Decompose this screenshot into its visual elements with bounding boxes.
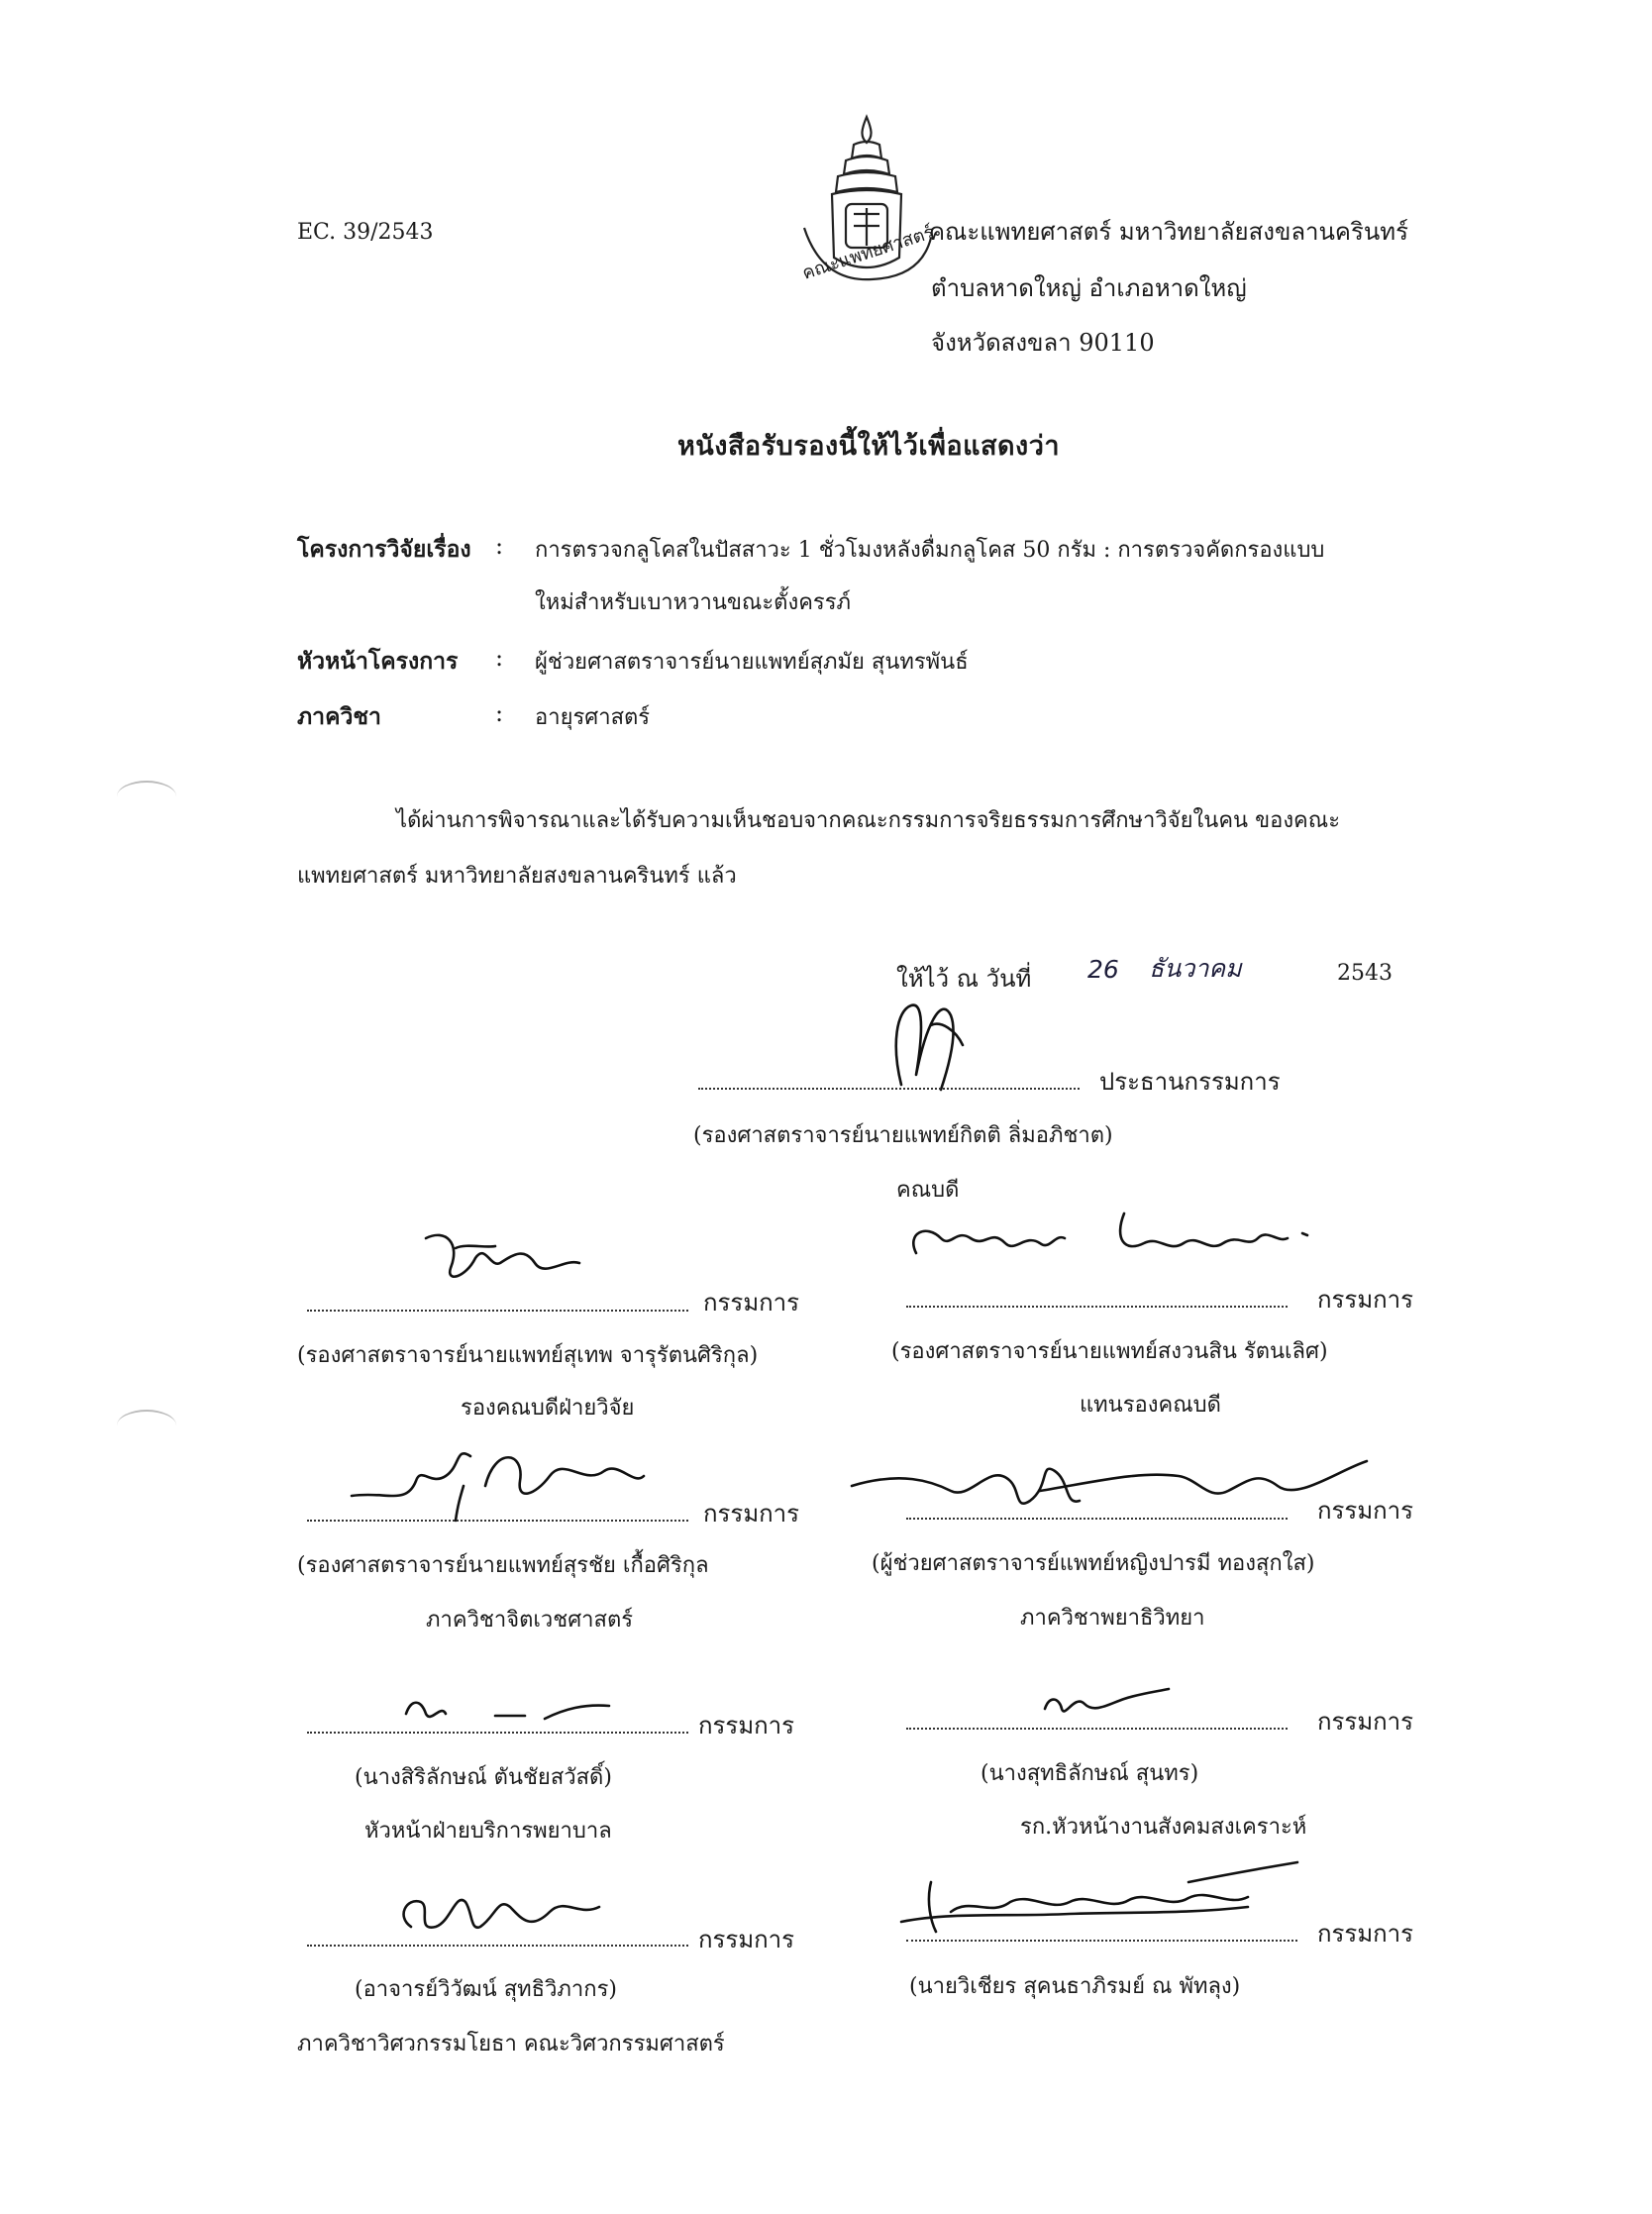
signature-line (307, 1520, 688, 1522)
member-signature (891, 1852, 1307, 1942)
signature-line (307, 1732, 688, 1734)
field-colon: : (495, 644, 504, 672)
member-role: กรรมการ (698, 1926, 795, 1953)
member-signature (896, 1194, 1332, 1283)
member-name: (รองศาสตราจารย์นายแพทย์สุเทพ จารุรัตนศิริกุล) (297, 1343, 759, 1368)
chair-position: คณบดี (896, 1178, 960, 1203)
signature-line (906, 1518, 1288, 1520)
chair-signature (872, 986, 990, 1095)
certificate-title: หนังสือรับรองนี้ให้ไว้เพื่อแสดงว่า (677, 431, 1061, 462)
member-role: กรรมการ (703, 1500, 800, 1528)
seal-text: คณะแพทยศาสตร์ (799, 222, 937, 284)
org-address-line-2: ตำบลหาดใหญ่ อำเภอหาดใหญ่ (931, 274, 1247, 302)
project-label: โครงการวิจัยเรื่อง (297, 536, 471, 563)
date-year: 2543 (1337, 961, 1393, 986)
member-role: กรรมการ (1317, 1497, 1414, 1525)
member-name: (รองศาสตราจารย์นายแพทย์สงวนสิน รัตนเลิศ) (891, 1339, 1328, 1364)
member-position: รก.หัวหน้างานสังคมสงเคราะห์ (1020, 1815, 1307, 1840)
signature-line (906, 1728, 1288, 1730)
org-address-line-1: คณะแพทยศาสตร์ มหาวิทยาลัยสงขลานครินทร์ (929, 218, 1408, 246)
member-name: (อาจารย์วิวัฒน์ สุทธิวิภากร) (355, 1977, 617, 2002)
member-position: ภาควิชาวิศวกรรมโยธา คณะวิศวกรรมศาสตร์ (297, 2032, 725, 2056)
chair-name: (รองศาสตราจารย์นายแพทย์กิตติ ลิ่มอภิชาต) (693, 1123, 1113, 1148)
signature-line (307, 1310, 688, 1312)
chair-role: ประธานกรรมการ (1099, 1068, 1281, 1096)
member-position: รองคณบดีฝ่ายวิจัย (461, 1396, 635, 1421)
member-signature (386, 1684, 624, 1734)
field-colon: : (495, 532, 504, 560)
signature-line (307, 1945, 688, 1947)
member-position: ภาควิชาพยาธิวิทยา (1020, 1606, 1205, 1631)
reference-number: EC. 39/2543 (297, 220, 434, 245)
member-name: (นายวิเชียร สุคนธาภิรมย์ ณ พัทลุง) (909, 1974, 1241, 1999)
member-position: หัวหน้าฝ่ายบริการพยาบาล (364, 1819, 612, 1844)
member-role: กรรมการ (1317, 1286, 1414, 1314)
project-head-label: หัวหน้าโครงการ (297, 648, 459, 675)
department-value: อายุรศาสตร์ (535, 705, 651, 730)
member-role: กรรมการ (703, 1289, 800, 1317)
member-name: (นางสิริลักษณ์ ตันชัยสวัสดิ์) (355, 1765, 612, 1790)
department-label: ภาควิชา (297, 703, 381, 730)
signature-line (906, 1940, 1297, 1942)
date-month-handwritten: ธันวาคม (1149, 954, 1242, 983)
date-prefix: ให้ไว้ ณ วันที่ (896, 965, 1032, 993)
punch-hole-mark (117, 1410, 176, 1441)
member-role: กรรมการ (698, 1712, 795, 1740)
approval-statement-line-2: แพทยศาสตร์ มหาวิทยาลัยสงขลานครินทร์ แล้ว (297, 864, 737, 889)
member-name: (รองศาสตราจารย์นายแพทย์สุรชัย เกื้อศิริกุล (297, 1553, 709, 1578)
member-signature (1030, 1674, 1179, 1724)
member-signature (842, 1441, 1377, 1540)
project-head-value: ผู้ช่วยศาสตราจารย์นายแพทย์สุภมัย สุนทรพันธ์ (535, 650, 969, 675)
member-signature (381, 1872, 619, 1951)
member-name: (ผู้ช่วยศาสตราจารย์แพทย์หญิงปารมี ทองสุกใส) (872, 1551, 1315, 1576)
date-day-handwritten: 26 (1087, 955, 1119, 984)
member-role: กรรมการ (1317, 1920, 1414, 1948)
field-colon: : (495, 699, 504, 727)
project-title-line-1: การตรวจกลูโคสในปัสสาวะ 1 ชั่วโมงหลังดื่มกลูโคส 50 กรัม : การตรวจคัดกรองแบบ (535, 538, 1325, 563)
signature-line (698, 1088, 1080, 1090)
approval-statement-line-1: ได้ผ่านการพิจารณาและได้รับความเห็นชอบจากคณะกรรมการจริยธรรมการศึกษาวิจัยในคน ของคณะ (396, 808, 1341, 833)
punch-hole-mark (117, 781, 176, 812)
member-position: แทนรองคณบดี (1080, 1393, 1221, 1418)
member-role: กรรมการ (1317, 1708, 1414, 1736)
member-position: ภาควิชาจิตเวชศาสตร์ (426, 1608, 634, 1633)
org-address-line-3: จังหวัดสงขลา 90110 (931, 329, 1155, 357)
member-name: (นางสุทธิลักษณ์ สุนทร) (981, 1761, 1199, 1786)
project-title-line-2: ใหม่สำหรับเบาหวานขณะตั้งครรภ์ (535, 590, 852, 615)
signature-line (906, 1306, 1288, 1308)
member-signature (406, 1218, 604, 1298)
